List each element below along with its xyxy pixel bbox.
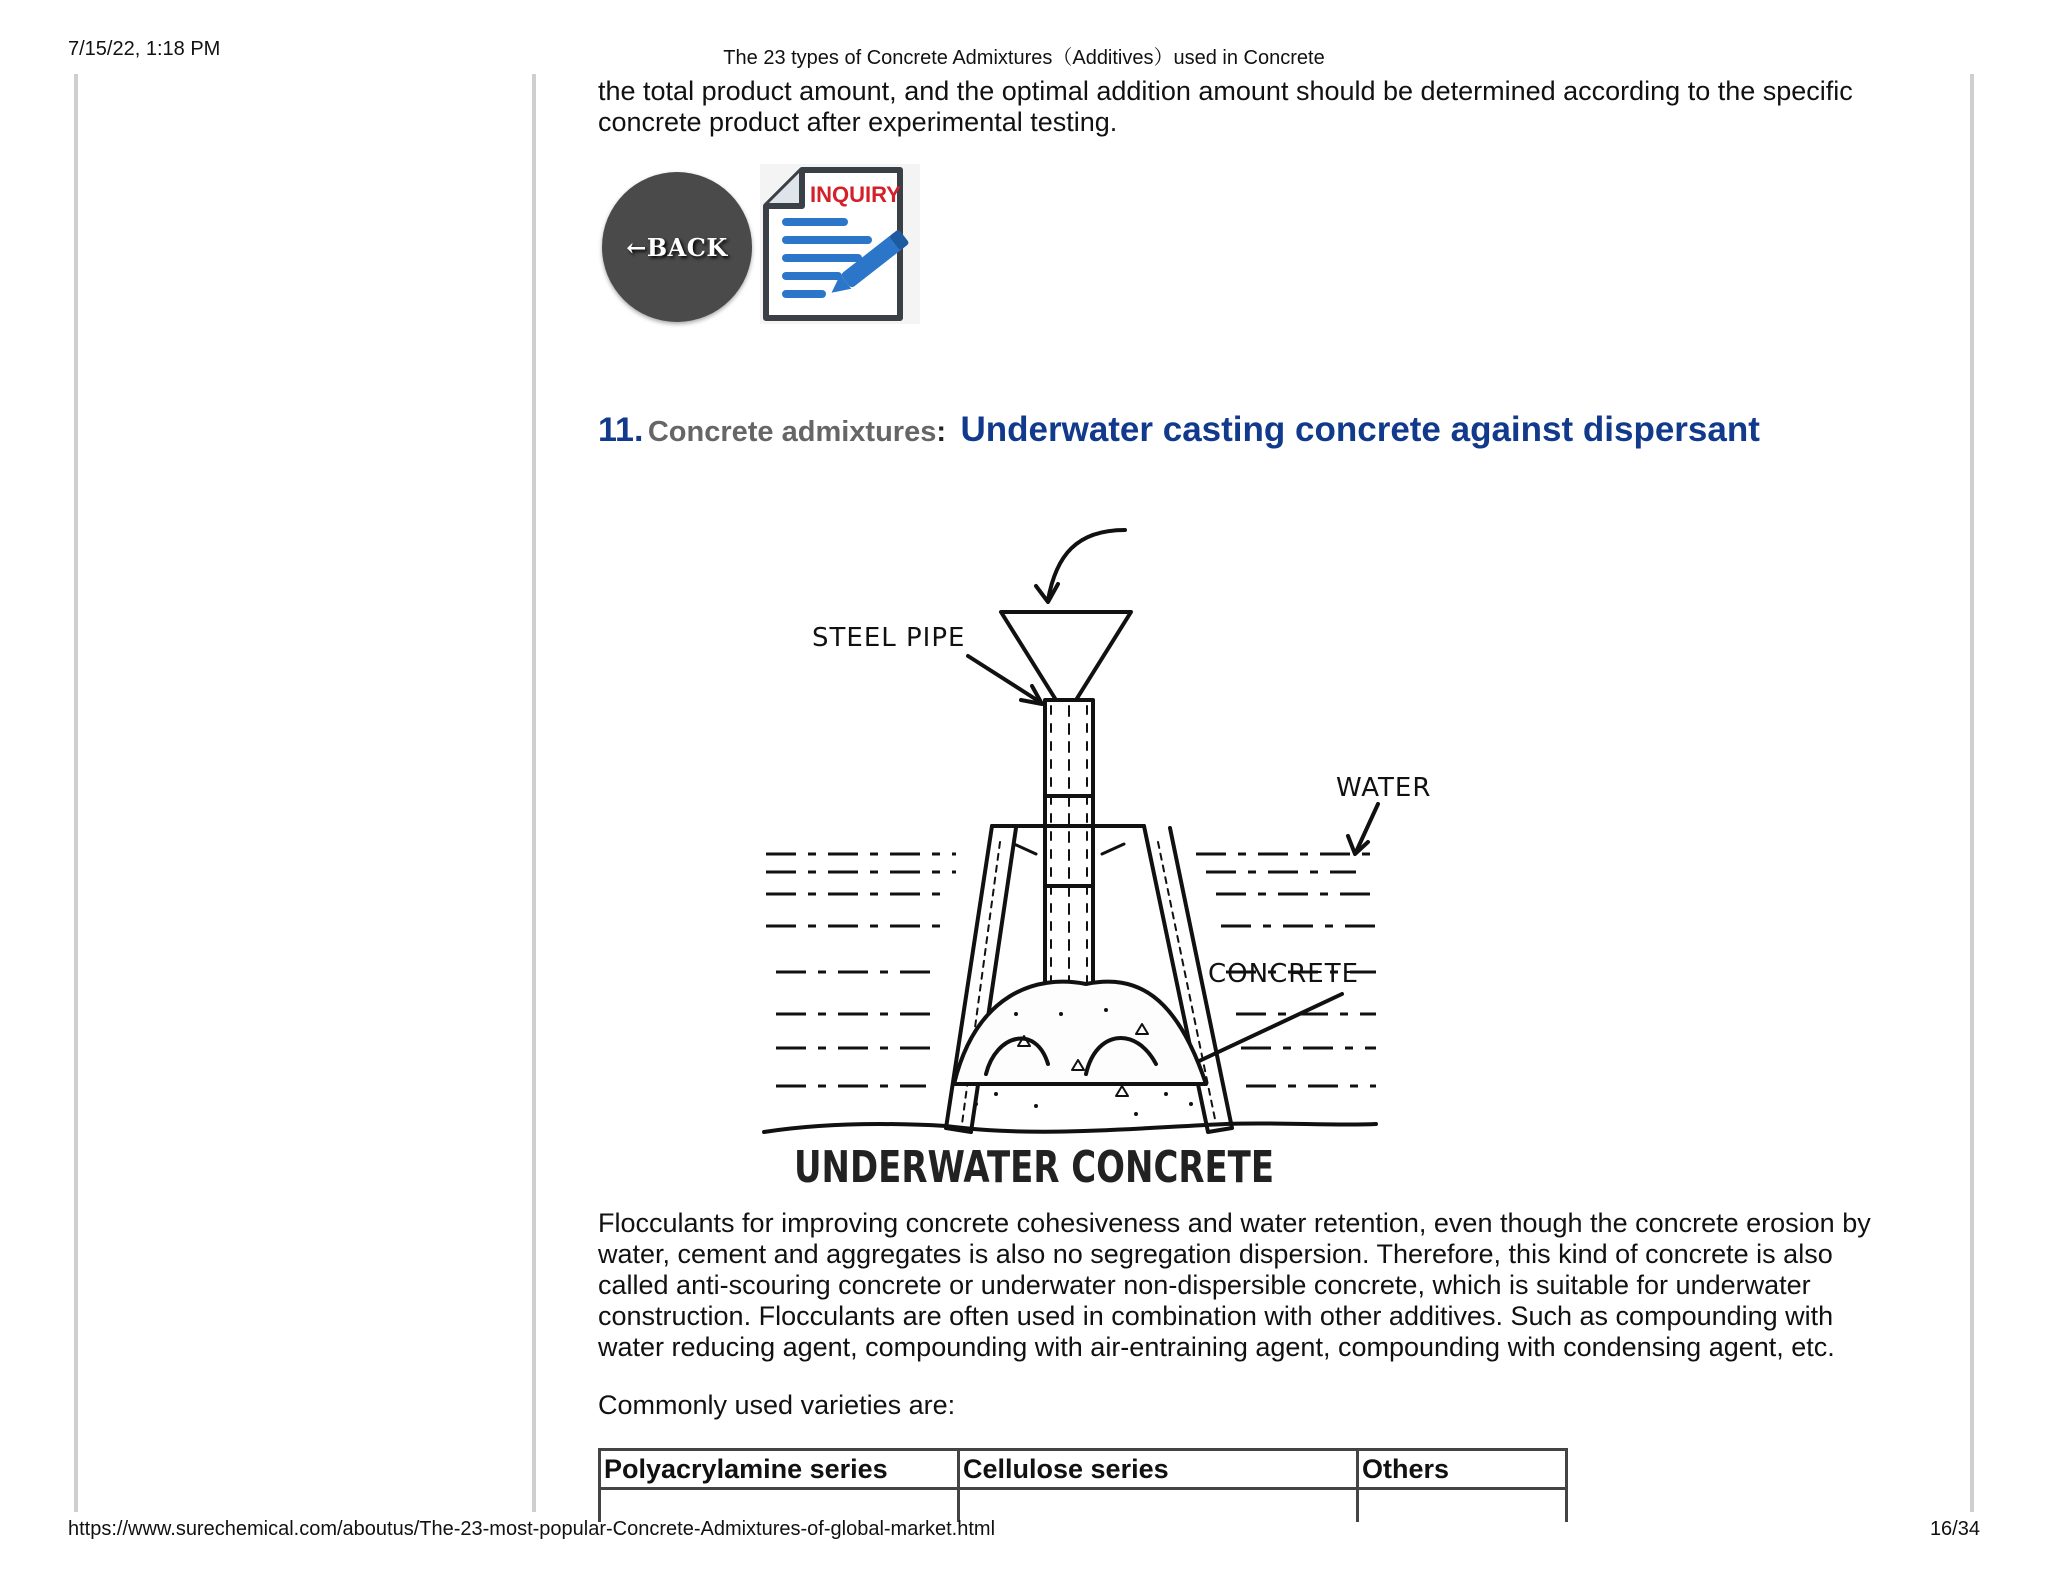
section-category: Concrete admixtures — [647, 416, 937, 448]
section-number: 11. — [598, 411, 644, 449]
intro-paragraph: the total product amount, and the optimal addition amount should be determined according to the specific concrete product after experimental testing. — [598, 76, 1853, 137]
action-buttons — [602, 164, 942, 324]
section-title: Underwater casting concrete against dispersant — [960, 410, 1760, 449]
table-row — [600, 1489, 1567, 1523]
table-header-polyacrylamine: Polyacrylamine series — [600, 1450, 959, 1489]
print-title: The 23 types of Concrete Admixtures（Additives）used in Concrete — [723, 47, 1325, 69]
right-border-line — [1970, 74, 1974, 1512]
table-header-others: Others — [1358, 1450, 1567, 1489]
varieties-intro: Commonly used varieties are: — [598, 1390, 956, 1420]
varieties-table — [598, 1448, 1568, 1522]
print-page-number: 16/34 — [1929, 1518, 1980, 1540]
print-date: 7/15/22, 1:18 PM — [68, 38, 221, 60]
inquiry-button[interactable] — [760, 164, 920, 324]
section-heading — [598, 410, 1760, 450]
print-url: https://www.surechemical.com/aboutus/The-23-most-popular-Concrete-Admixtures-of-global-market.html — [68, 1518, 996, 1540]
inquiry-button-label: INQUIRY — [810, 182, 901, 207]
section-separator: : — [936, 416, 947, 448]
table-header-row — [600, 1450, 1567, 1489]
table-header-cellulose: Cellulose series — [959, 1450, 1358, 1489]
label-concrete: CONCRETE — [1208, 959, 1360, 989]
label-water: WATER — [1336, 773, 1432, 803]
back-button[interactable] — [602, 172, 752, 322]
underwater-concrete-diagram — [616, 474, 1616, 1214]
diagram-caption: UNDERWATER CONCRETE — [794, 1142, 1274, 1193]
sidebar-border-line — [532, 74, 536, 1512]
label-steel-pipe: STEEL PIPE — [812, 623, 966, 653]
left-border-line — [74, 74, 78, 1512]
back-button-label: ←BACK — [626, 232, 728, 262]
body-paragraph: Flocculants for improving concrete cohesiveness and water retention, even though the concrete erosion by water, cement and aggregates is also no segregation dispersion. Therefore, this kind of concrete is also called anti-scouring concrete or underwater non-dispersible concrete, which is suitable for underwater construction. Flocculants are often used in combination with other additives. Such as compounding with water reducing agent, compounding with air-entraining agent, compounding with condensing agent, etc. — [598, 1208, 1871, 1362]
